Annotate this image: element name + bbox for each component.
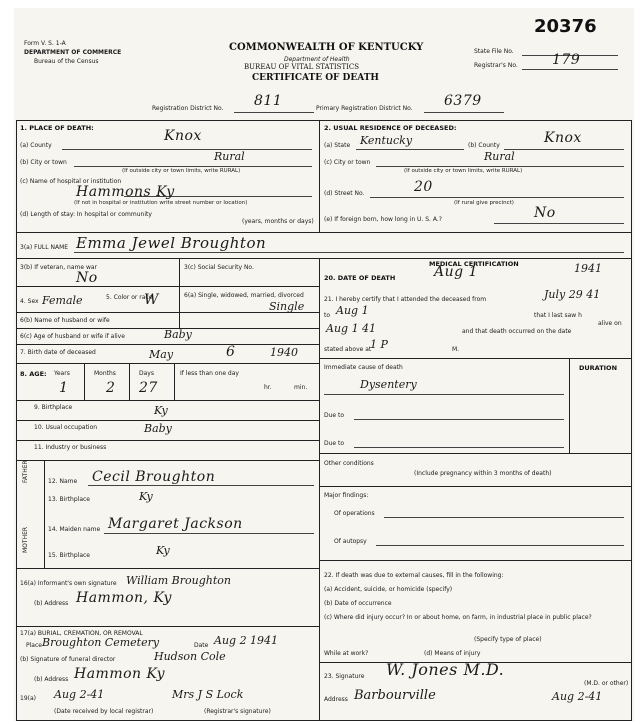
months-label: Months [94,370,116,377]
color-label: 5. Color or race [106,294,153,301]
bureau-vital-label: BUREAU OF VITAL STATISTICS [244,63,360,71]
res-city-label: (c) City or town [324,159,371,166]
veteran-value: No [76,270,98,286]
marital-value: Single [269,300,305,313]
full-name-value: Emma Jewel Broughton [76,234,267,252]
due-to-1-label: Due to [324,412,345,419]
signature-date: Aug 2-41 [552,690,603,703]
sex-value: Female [42,294,83,307]
mother-side-label: MOTHER [22,526,29,553]
death-occurred-text: and that death occurred on the date [462,328,572,335]
stated-above-label: stated above at [324,346,372,353]
date-death-value: Aug 1 [434,264,478,280]
burial-place-label: Place [26,642,42,649]
bureau-label: Bureau of the Census [34,58,99,65]
res-street-note: (If rural give precinct) [454,200,514,206]
burial-date-label: Date [194,642,209,649]
informant-sig-value: William Broughton [126,574,231,587]
pod-hospital-note: (If not in hospital or institution write street number or location) [74,200,248,206]
burial-addr-label: (b) Address [34,676,69,683]
certificate-title: CERTIFICATE OF DEATH [252,73,379,83]
commonwealth-title: COMMONWEALTH OF KENTUCKY [229,42,424,53]
pod-stay-units: (years, months or days) [242,218,314,225]
department-label: DEPARTMENT OF COMMERCE [24,49,122,56]
birthplace-label: 9. Birthplace [34,404,73,411]
husband-age-value: Baby [164,328,192,341]
burial-addr-value: Hammon Ky [74,666,165,682]
means-label: (d) Means of injury [424,650,481,657]
due-to-2-label: Due to [324,440,345,447]
months-value: 2 [106,380,116,396]
place-of-death-heading: 1. PLACE OF DEATH: [20,124,94,132]
husband-label: 6(b) Name of husband or wife [20,317,110,324]
pod-county-value: Knox [164,128,202,144]
years-label: Years [54,370,70,377]
res-city-note: (If outside city or town limits, write RURAL) [404,168,523,174]
res-street-label: (d) Street No. [324,190,365,197]
findings-label: Major findings: [324,492,369,499]
last-saw-text: that I last saw h [534,312,582,319]
birth-label: 7. Birth date of deceased [20,349,96,356]
informant-addr-value: Hammon, Ky [76,590,172,606]
days-value: 27 [139,380,158,396]
primary-district-value: 6379 [444,93,482,109]
alive-on-label: alive on [598,320,622,327]
burial-place-value: Broughton Cemetery [42,636,160,649]
burial-heading: 17(a) BURIAL, CREMATION, OR REMOVAL [20,630,143,637]
sex-label: 4. Sex [20,298,39,305]
color-value: W [144,292,159,308]
pod-hospital-label: (c) Name of hospital or institution [20,178,122,185]
pod-city-label: (b) City or town [20,159,67,166]
registrar-number: 179 [552,52,581,68]
ss-label: 3(c) Social Security No. [184,264,254,271]
pod-city-value: Rural [214,150,245,163]
alive-date: Aug 1 41 [326,322,377,335]
specify-note: (Specify type of place) [474,636,542,643]
residence-heading: 2. USUAL RESIDENCE OF DECEASED: [324,124,457,132]
age-label: 8. AGE: [20,370,47,378]
birth-day: 6 [226,344,236,360]
signature-value: W. Jones M.D. [386,660,505,679]
min-label: min. [294,384,308,391]
industry-label: 11. Industry or business [34,444,107,451]
accident-label: (a) Accident, suicide, or homicide (specify) [324,586,453,593]
mother-bp-value: Ky [156,544,170,557]
birthplace-value: Ky [154,404,168,417]
to-label: to [324,312,331,319]
registrar-sig-value: Mrs J S Lock [172,688,244,701]
hr-label: hr. [264,384,272,391]
res-foreign-label: (e) If foreign born, how long in U. S. A.? [324,216,442,223]
director-label: (b) Signature of funeral director [20,656,116,663]
registrar-note: (Registrar's signature) [204,708,271,715]
occupation-label: 10. Usual occupation [34,424,98,431]
attended-from: July 29 41 [544,288,601,301]
husband-age-label: 6(c) Age of husband or wife if alive [20,333,125,340]
date-death-year: 1941 [574,262,602,275]
pod-hospital-value: Hammons Ky [76,184,175,200]
pod-stay-label: (d) Length of stay: In hospital or community [20,211,152,218]
marital-label: 6(a) Single, widowed, married, divorced [184,292,304,299]
reg-district-value: 811 [254,93,283,109]
occupation-value: Baby [144,422,172,435]
father-name-value: Cecil Broughton [92,469,216,485]
md-note: (M.D. or other) [584,680,629,687]
primary-district-label: Primary Registration District No. [316,105,413,112]
birth-year: 1940 [270,346,298,359]
mother-bp-label: 15. Birthplace [48,552,90,559]
veteran-label: 3(b) If veteran, name war [20,264,98,271]
days-label: Days [139,370,154,377]
full-name-label: 3(a) FULL NAME [20,244,69,251]
duration-label: DURATION [579,364,618,372]
stated-time: 1 P [370,338,388,351]
occurrence-label: (b) Date of occurrence [324,600,392,607]
pod-city-note: (If outside city or town limits, write RURAL) [122,168,241,174]
while-work-label: While at work? [324,650,369,657]
filed-value: Aug 2-41 [54,688,105,701]
father-side-label: FATHER [22,460,29,483]
attended-to: Aug 1 [336,304,369,317]
date-death-label: 20. DATE OF DEATH [324,274,396,282]
res-state-label: (a) State [324,142,351,149]
medical-heading: MEDICAL CERTIFICATION [429,260,519,268]
filed-label: 19(a) [20,695,36,702]
res-county-value: Knox [544,130,582,146]
under-day-label: If less than one day [180,370,239,377]
certify-text: 21. I hereby certify that I attended the deceased from [324,296,487,303]
res-county-label: (b) County [468,142,500,149]
stamp-number: 20376 [534,16,597,37]
other-conditions-label: Other conditions [324,460,374,467]
dept-health-label: Department of Health [284,56,350,63]
filed-note: (Date received by local registrar) [54,708,154,715]
operations-label: Of operations [334,510,375,517]
res-foreign-value: No [534,205,556,221]
years-value: 1 [59,380,69,396]
informant-addr-label: (b) Address [34,600,69,607]
state-file-label: State File No. [474,48,514,55]
res-street-value: 20 [414,179,433,195]
address-label: Address [324,696,348,703]
other-conditions-note: (Include pregnancy within 3 months of death) [414,470,552,477]
mother-name-value: Margaret Jackson [108,516,243,532]
burial-date-value: Aug 2 1941 [214,634,279,647]
external-label: 22. If death was due to external causes, fill in the following: [324,572,504,579]
signature-label: 23. Signature [324,673,365,680]
autopsy-label: Of autopsy [334,538,367,545]
pod-county-label: (a) County [20,142,52,149]
father-bp-label: 13. Birthplace [48,496,90,503]
res-city-value: Rural [484,150,515,163]
death-certificate [14,8,634,721]
father-bp-value: Ky [139,490,153,503]
where-label: (c) Where did injury occur? In or about home, on farm, in industrial place in public place? [324,614,592,621]
immediate-value: Dysentery [360,378,417,391]
mother-name-label: 14. Maiden name [48,526,101,533]
registrar-no-label: Registrar's No. [474,62,518,69]
immediate-label: Immediate cause of death [324,364,403,371]
father-name-label: 12. Name [48,478,78,485]
informant-sig-label: 16(a) Informant's own signature [20,580,117,587]
birth-month: May [149,348,174,361]
m-label: M. [452,346,460,353]
res-state-value: Kentucky [360,134,413,147]
address-value: Barbourville [354,688,436,703]
reg-district-label: Registration District No. [152,105,224,112]
form-number: Form V. S. 1-A [24,40,66,47]
director-value: Hudson Cole [154,650,226,663]
